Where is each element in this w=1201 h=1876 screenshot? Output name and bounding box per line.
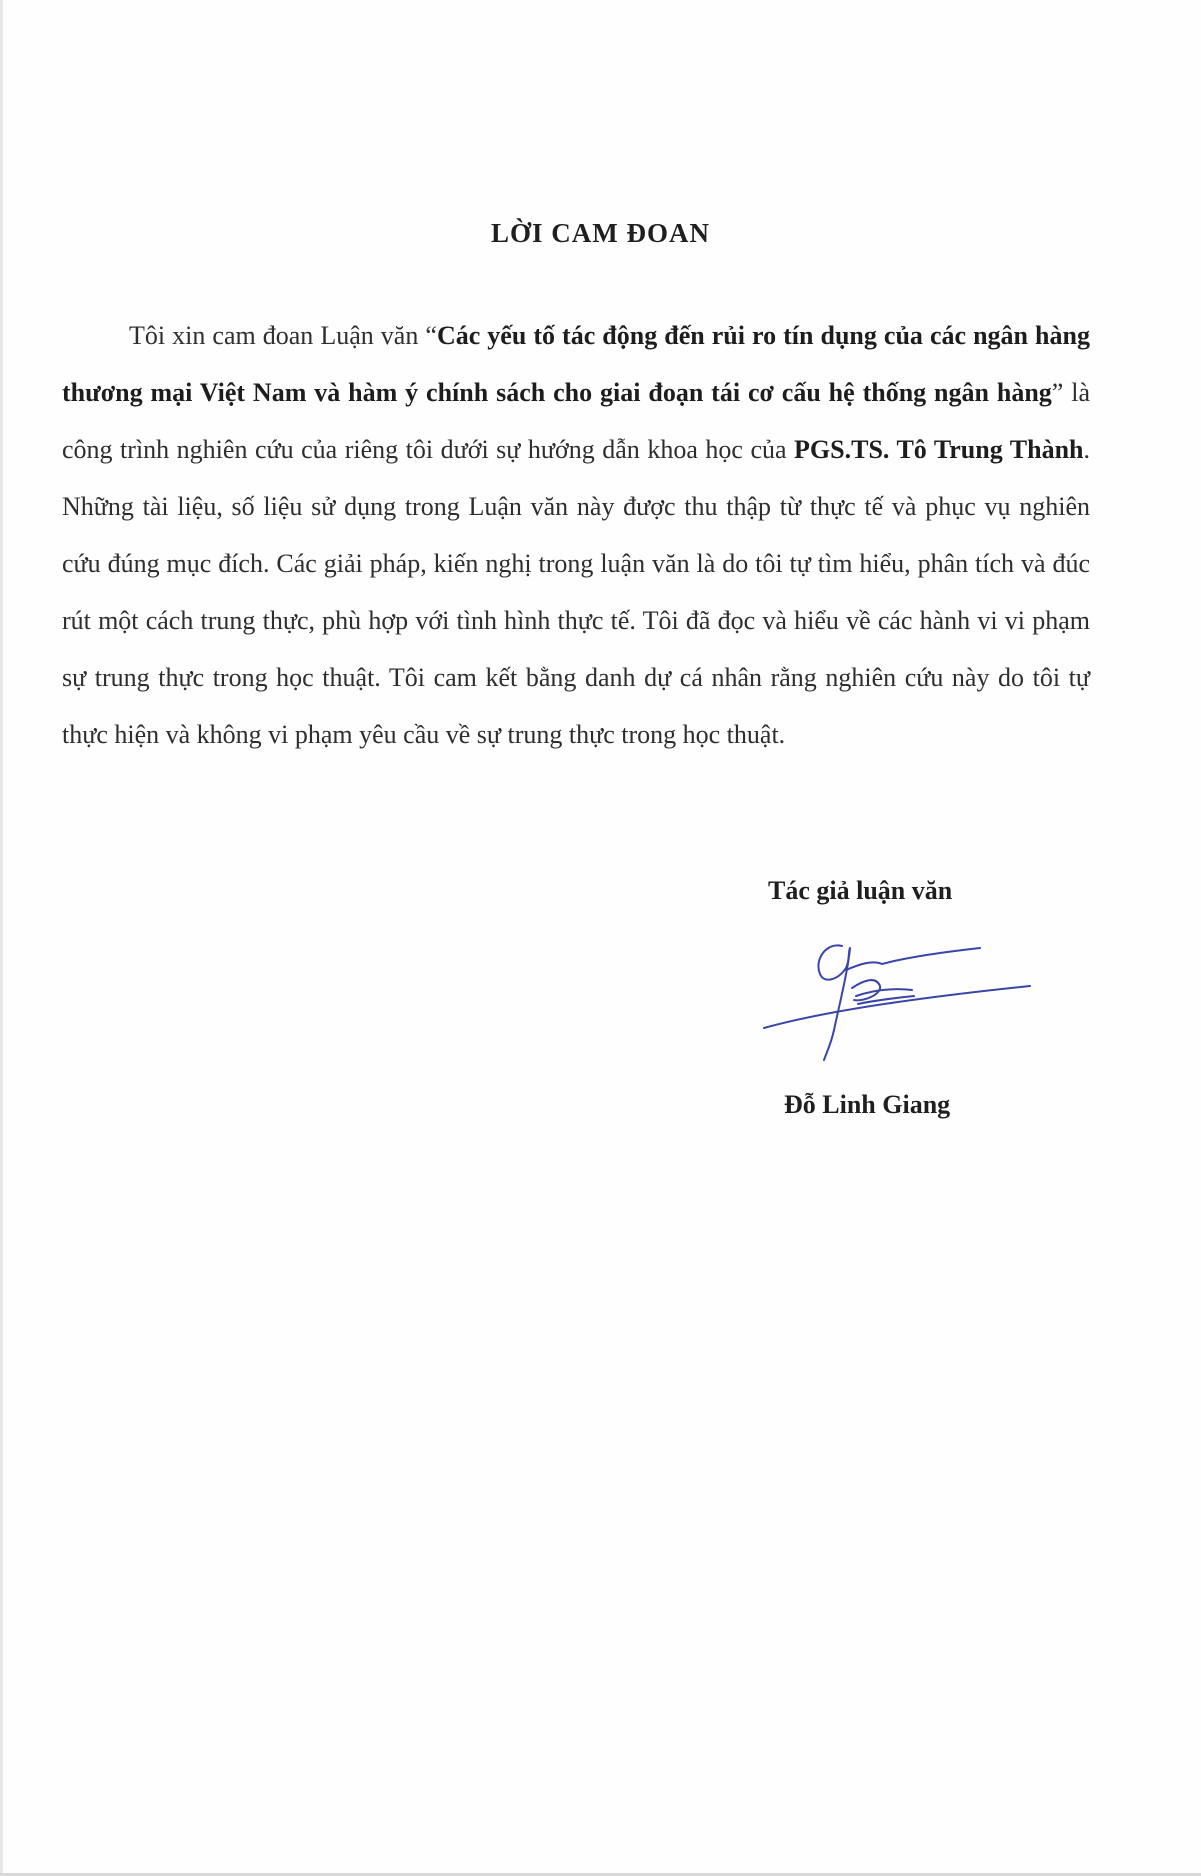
document-title: LỜI CAM ĐOAN [491, 218, 710, 248]
handwritten-signature [754, 930, 1044, 1070]
signature-stroke-cross2 [856, 989, 912, 996]
paragraph-text-2: ” là công trình nghiên cứu của riêng tôi dưới sự hướng dẫn khoa học của [62, 378, 1090, 464]
supervisor-name: PGS.TS. Tô Trung Thành [794, 435, 1084, 464]
signature-stroke-top [846, 948, 980, 970]
paragraph-text-3: . Những tài liệu, số liệu sử dụng trong Luận văn này được thu thập từ thực tế và phục vụ nghiên cứu đúng mục đích. Các giải pháp, kiến nghị trong luận văn là do tôi tự tìm hiểu, phân tích và đúc rút một cách trung thực, phù hợp với tình hình thực tế. Tôi đã đọc và hiểu về các hành vi vi phạm sự trung thực trong học thuật. Tôi cam kết bằng danh dự cá nhân rằng nghiên cứu này do tôi tự thực hiện và không vi phạm yêu cầu về sự trung thực trong học thuật. [62, 435, 1090, 749]
signer-name: Đỗ Linh Giang [784, 1090, 951, 1119]
paragraph-text-1: Tôi xin cam đoan Luận văn “ [129, 321, 437, 350]
signature-stroke-underline [764, 986, 1030, 1028]
thesis-title: Các yếu tố tác động đến rủi ro tín dụng của các ngân hàng thương mại Việt Nam và hàm ý chính sách cho giai đoạn tái cơ cấu hệ thống ngân hàng [62, 321, 1090, 407]
declaration-paragraph [62, 307, 1090, 763]
signature-stroke-main [818, 945, 850, 1060]
scan-edge-left [0, 0, 3, 1876]
signature-role: Tác giả luận văn [768, 876, 953, 905]
